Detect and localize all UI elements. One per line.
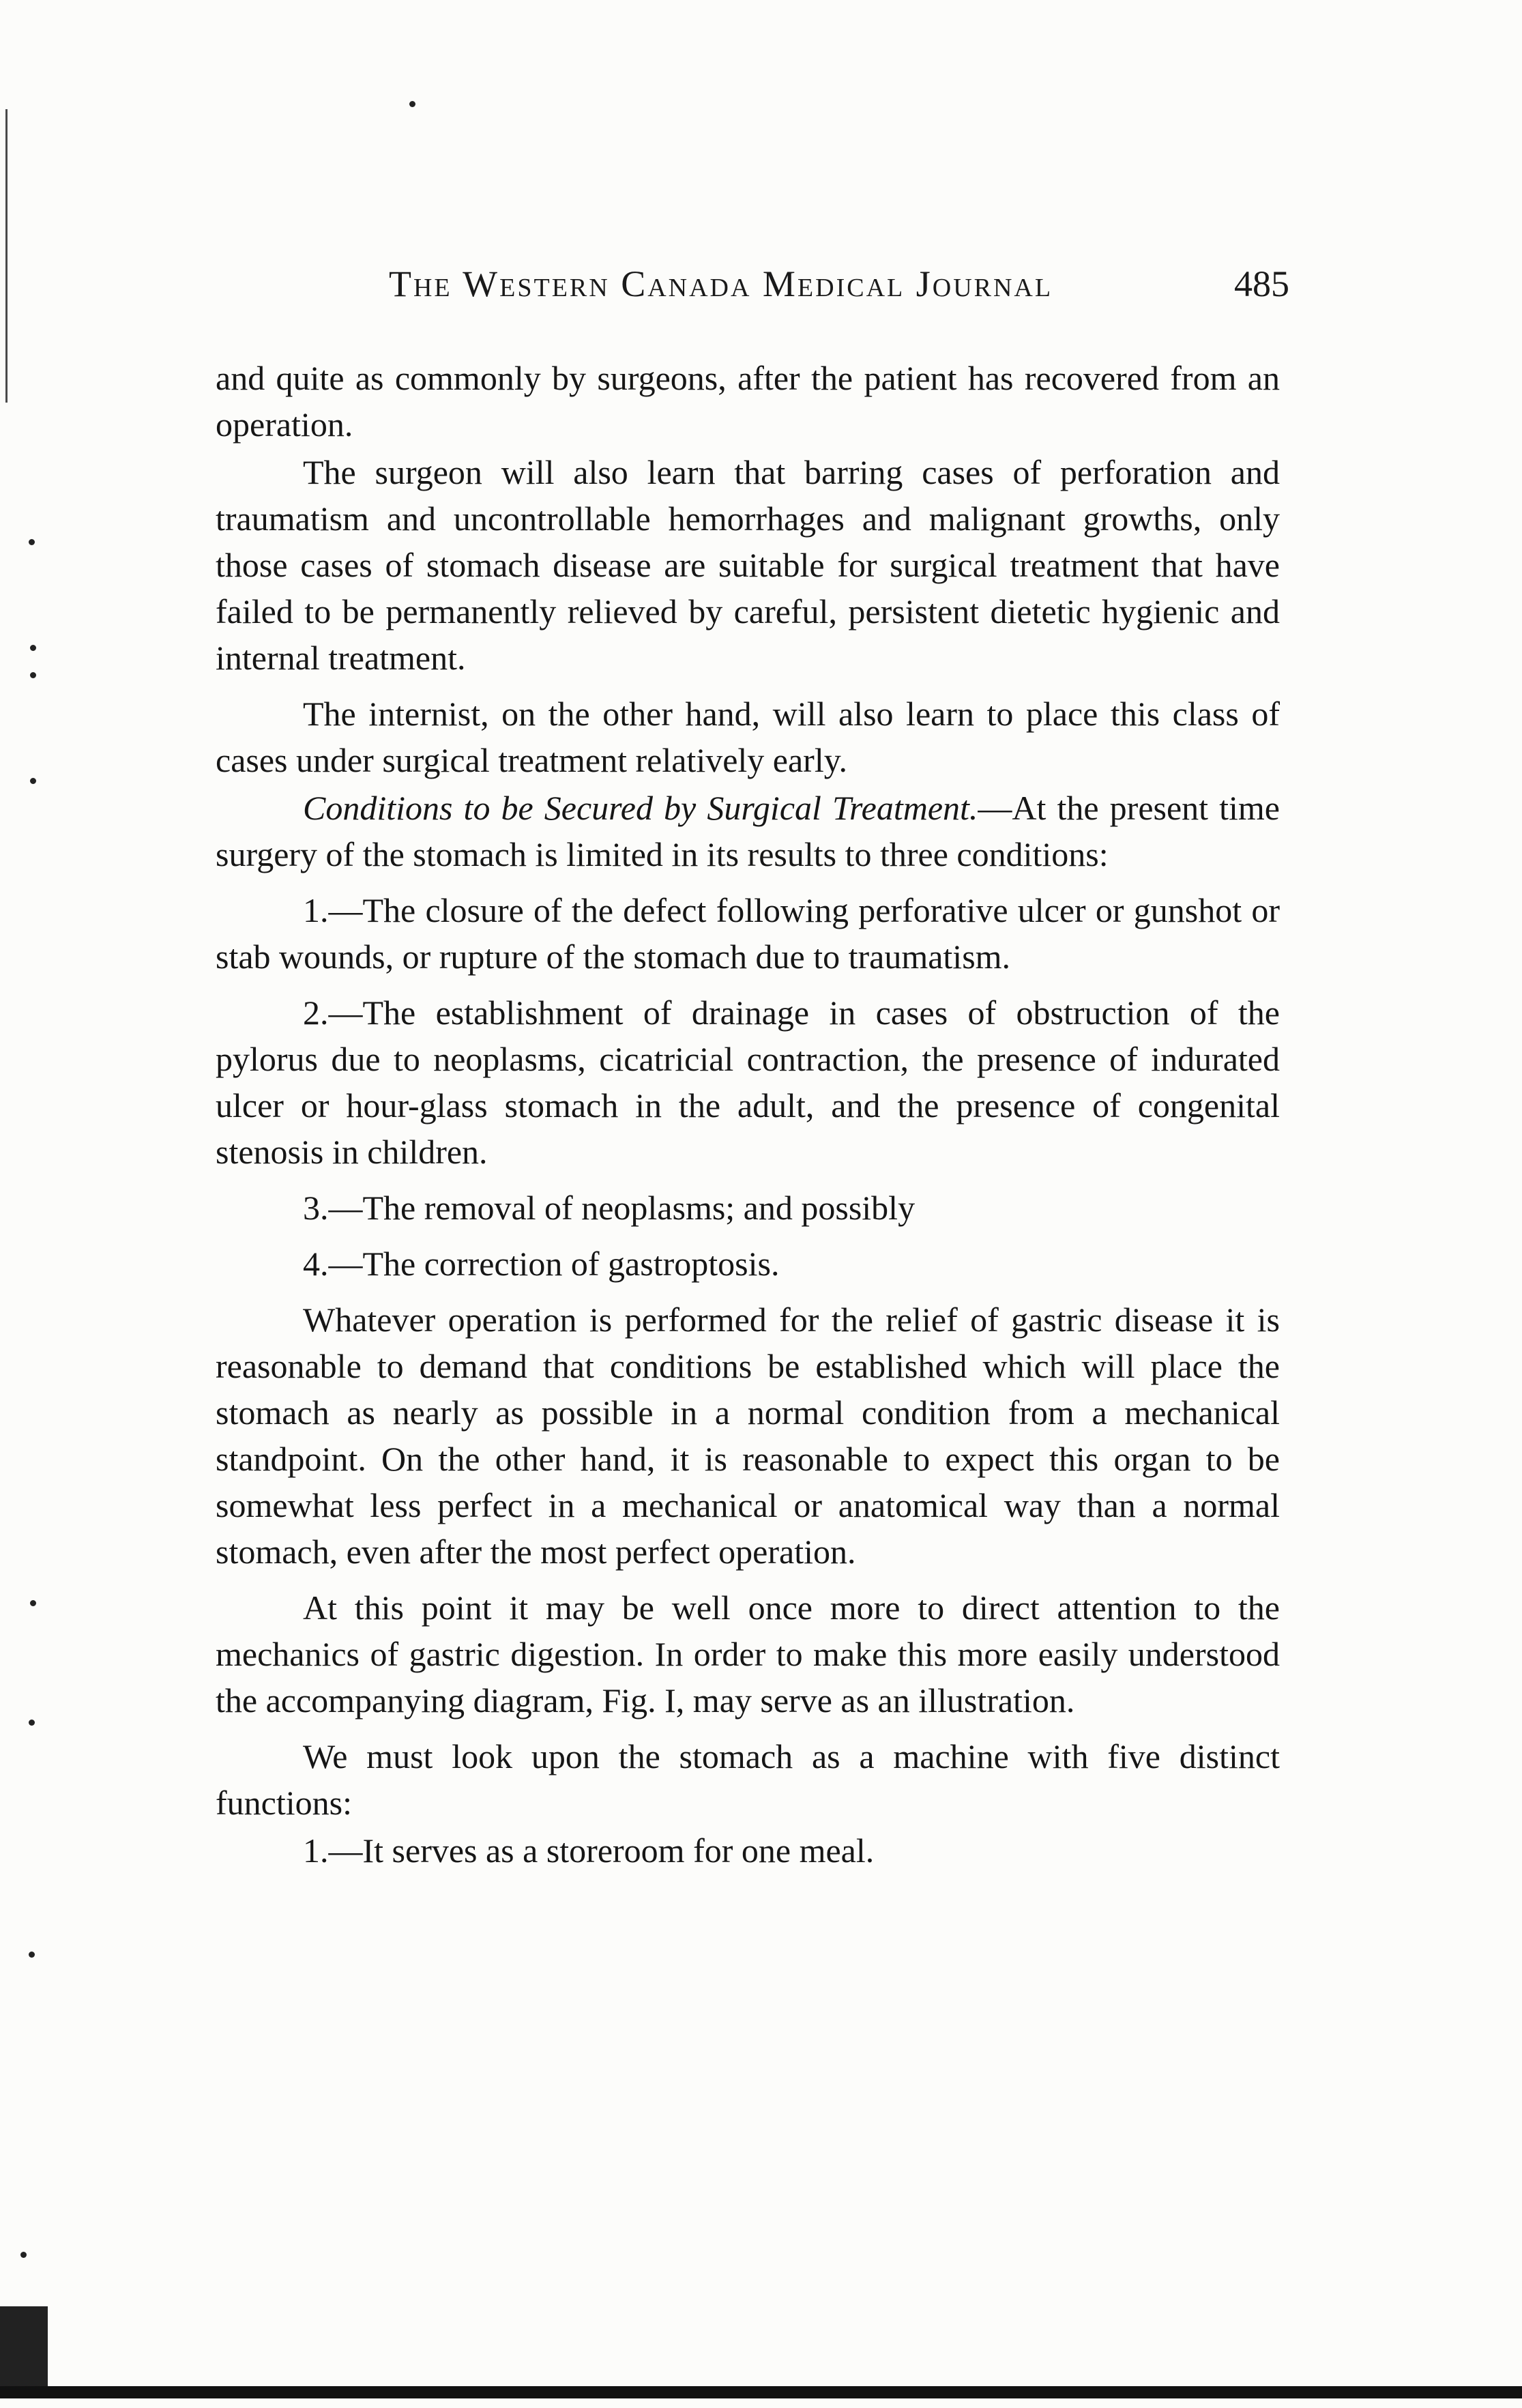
- section-heading: Conditions to be Secured by Surgical Treatment.: [303, 789, 978, 827]
- list-item: 1.—It serves as a storeroom for one meal.: [303, 1831, 875, 1870]
- paragraph: and quite as commonly by surgeons, after the patient has recovered from an operation.: [216, 359, 1280, 444]
- scan-speck: [30, 778, 36, 784]
- scan-speck: [30, 672, 36, 678]
- scan-speck: [29, 539, 35, 545]
- scan-speck: [409, 101, 415, 107]
- page-number: 485: [1234, 263, 1289, 304]
- paragraph: The internist, on the other hand, will also learn to place this class of cases under surgical treatment relatively early.: [216, 695, 1280, 779]
- list-item: 1.—The closure of the defect following perforative ulcer or gunshot or stab wounds, or rupture of the stomach due to traumatism.: [216, 891, 1280, 976]
- running-title: The Western Canada Medical Journal: [389, 263, 1053, 304]
- scan-speck: [20, 2252, 27, 2258]
- scan-speck: [29, 1952, 35, 1958]
- scan-edge-line: [5, 109, 8, 403]
- paragraph-text: —At the present time surgery of the stomach is limited in its results to three conditions:: [216, 789, 1280, 873]
- running-header: [389, 263, 1289, 310]
- paragraph: At this point it may be well once more to direct attention to the mechanics of gastric digestion. In order to make this more easily understood the accompanying diagram, Fig. I, may serve as an illustration.: [216, 1589, 1280, 1720]
- list-item: 3.—The removal of neoplasms; and possibly: [303, 1189, 916, 1227]
- paragraph: Whatever operation is performed for the relief of gastric disease it is reasonable to demand that conditions be established which will place the stomach as nearly as possible in a normal condition from a mechanical standpoint. On the other hand, it is reasonable to expect this organ to be somewhat less perfect in a mechanical or anatomical way than a normal stomach, even after the most perfect operation.: [216, 1301, 1280, 1571]
- list-item: 4.—The correction of gastroptosis.: [303, 1245, 780, 1283]
- body-text: [216, 355, 1280, 1875]
- list-item: 2.—The establishment of drainage in cases of obstruction of the pylorus due to neoplasms, cicatricial contraction, the presence of indurated ulcer or hour-glass stomach in the adult, and the presence of congenital stenosis in children.: [216, 993, 1280, 1171]
- paragraph: The surgeon will also learn that barring cases of perforation and traumatism and uncontrollable hemorrhages and malignant growths, only those cases of stomach disease are suitable for surgical treatment that have failed to be permanently relieved by careful, persistent dietetic hygienic and internal treatment.: [216, 453, 1280, 677]
- scan-speck: [30, 645, 36, 651]
- paragraph: We must look upon the stomach as a machine with five distinct functions:: [216, 1737, 1280, 1822]
- paragraph: [216, 785, 1280, 877]
- scan-speck: [30, 1600, 36, 1606]
- scan-bottom-edge: [0, 2386, 1522, 2398]
- scan-edge-blot: [0, 2306, 48, 2395]
- scan-speck: [29, 1720, 35, 1726]
